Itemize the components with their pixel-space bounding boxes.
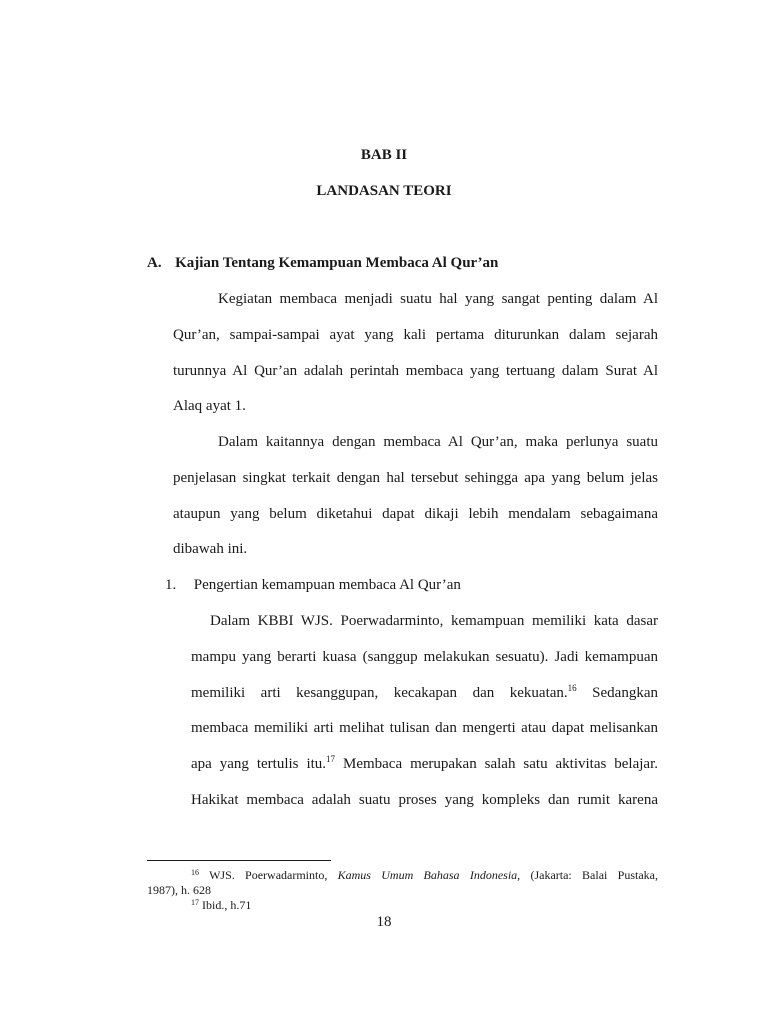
footnote-16-text: WJS. Poerwadarminto, [199,868,338,882]
para2-line: ataupun yang belum diketahui dapat dikaji lebih mendalam sebagaimana [173,506,658,522]
footnote-16-line2: 1987), h. 628 [147,883,211,897]
para1-line: Kegiatan membaca menjadi suatu hal yang sangat penting dalam Al [218,291,658,307]
para2-line: Dalam kaitannya dengan membaca Al Qur’an, maka perlunya suatu [218,434,658,450]
page-number: 18 [376,914,392,930]
footnote-17-number: 17 [191,898,199,907]
para3-line: membaca memiliki arti melihat tulisan dan mengerti atau dapat melisankan [191,720,658,736]
section-a-marker: A. [147,255,162,271]
para2-line: dibawah ini. [173,541,248,557]
para3-line3-text-end: Sedangkan [576,685,658,701]
para1-line: Qur’an, sampai-sampai ayat yang kali pertama diturunkan dalam sejarah [173,327,658,343]
para3-line3-text: memiliki arti kesanggupan, kecakapan dan kekuatan. [191,685,568,701]
section-a-title: Kajian Tentang Kemampuan Membaca Al Qur’an [175,255,499,271]
footnote-16-publisher: , (Jakarta: Balai Pustaka, [517,868,658,882]
footnote-16 [191,868,658,882]
subsection-1-heading [165,576,461,594]
para1-line: Alaq ayat 1. [173,398,246,414]
chapter-heading: BAB II [360,147,408,163]
footnote-ref-16[interactable]: 16 [567,683,577,693]
footnote-16-number: 16 [191,868,199,877]
subsection-1-marker: 1. [165,577,177,593]
para3-line [191,684,658,702]
para2-line: penjelasan singkat terkait dengan hal tersebut sehingga apa yang belum jelas [173,470,658,486]
para3-line5-text-end: Membaca merupakan salah satu aktivitas belajar. [335,756,658,772]
para3-line5-text: apa yang tertulis itu. [191,756,327,772]
para3-line [191,755,658,773]
para3-line: mampu yang berarti kuasa (sanggup melakukan sesuatu). Jadi kemampuan [191,649,658,665]
footnote-17 [191,898,251,912]
footnote-17-text: Ibid., h.71 [199,898,252,912]
footnote-ref-17[interactable]: 17 [326,754,336,764]
section-a-heading [147,254,498,272]
footnote-separator [147,860,331,861]
subsection-1-title: Pengertian kemampuan membaca Al Qur’an [193,577,461,593]
footnote-16-book-title: Kamus Umum Bahasa Indonesia [337,868,518,882]
para3-line: Dalam KBBI WJS. Poerwadarminto, kemampuan memiliki kata dasar [210,613,658,629]
para1-line: turunnya Al Qur’an adalah perintah membaca yang tertuang dalam Surat Al [173,363,658,379]
chapter-title: LANDASAN TEORI [316,183,452,199]
para3-line: Hakikat membaca adalah suatu proses yang kompleks dan rumit karena [191,792,658,808]
